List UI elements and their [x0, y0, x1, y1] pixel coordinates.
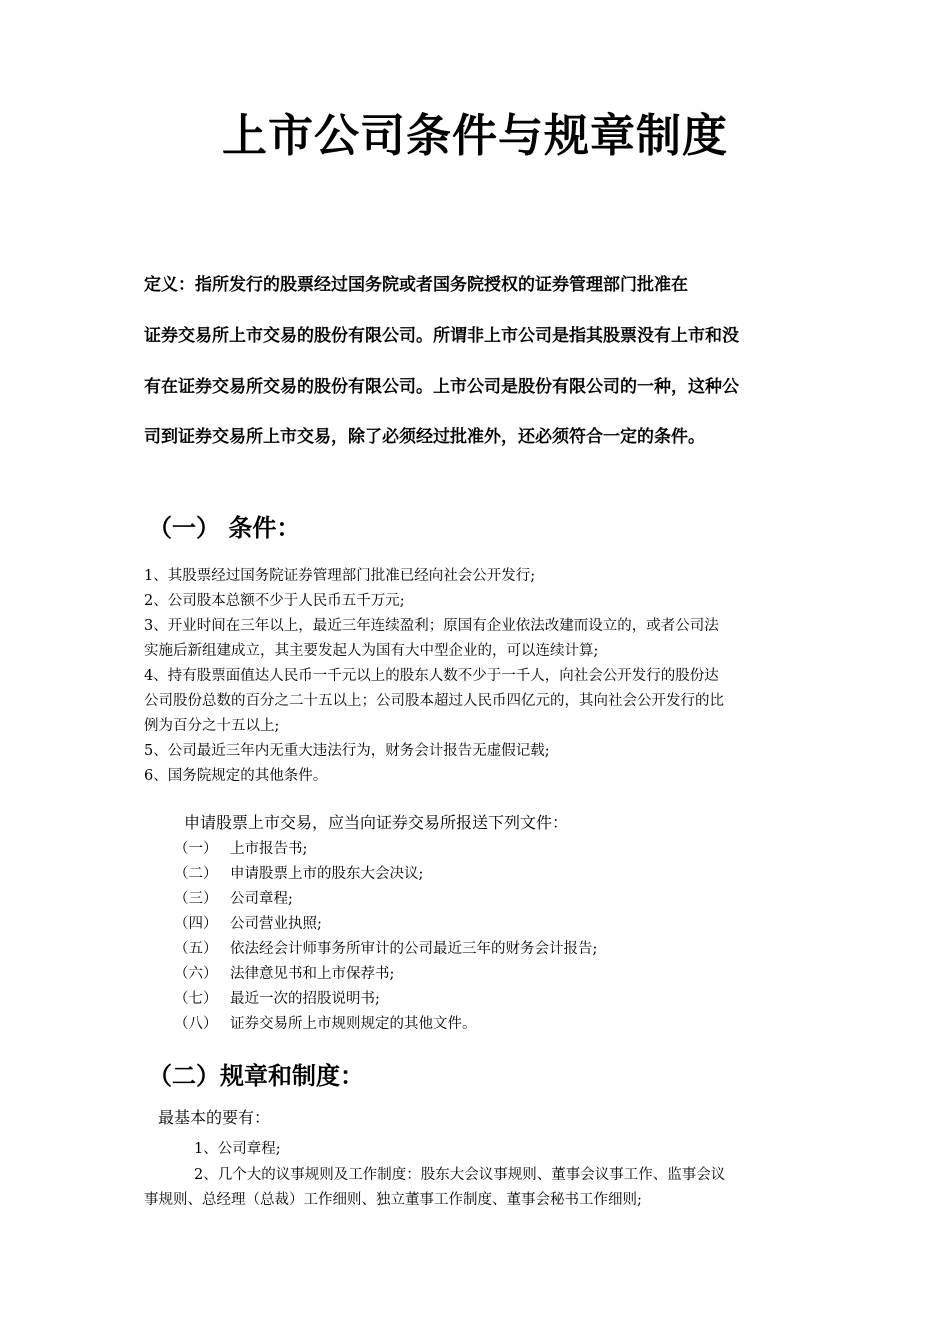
- definition-line-1: 定义：指所发行的股票经过国务院或者国务院授权的证券管理部门批准在: [144, 275, 688, 295]
- document-text: 法律意见书和上市保荐书;: [230, 966, 395, 982]
- condition-line: 1、其股票经过国务院证券管理部门批准已经向社会公开发行;: [144, 568, 536, 584]
- section-2-heading: （二）规章和制度：: [148, 1062, 364, 1090]
- document-number: （七）: [174, 991, 218, 1007]
- condition-line: 4、持有股票面值达人民币一千元以上的股东人数不少于一千人，向社会公开发行的股份达: [144, 668, 719, 684]
- document-text: 公司章程;: [230, 891, 293, 907]
- condition-line: 实施后新组建成立，其主要发起人为国有大中型企业的，可以连续计算;: [144, 643, 599, 659]
- document-text: 最近一次的招股说明书;: [230, 991, 380, 1007]
- definition-line-3: 有在证券交易所交易的股份有限公司。上市公司是股份有限公司的一种，这种公: [144, 377, 739, 397]
- rule-line: 事规则、总经理（总裁）工作细则、独立董事工作制度、董事会秘书工作细则;: [144, 1192, 642, 1208]
- document-text: 申请股票上市的股东大会决议;: [230, 866, 424, 882]
- condition-line: 例为百分之十五以上;: [144, 718, 280, 734]
- document-item: [174, 937, 597, 961]
- document-number: （五）: [174, 941, 218, 957]
- section-1-heading: （一） 条件：: [148, 514, 301, 542]
- document-number: （二）: [174, 866, 218, 882]
- document-item: [174, 1012, 477, 1036]
- document-number: （六）: [174, 966, 218, 982]
- document-item: [174, 837, 307, 861]
- definition-line-2: 证券交易所上市交易的股份有限公司。所谓非上市公司是指其股票没有上市和没: [144, 326, 739, 346]
- document-text: 证券交易所上市规则规定的其他文件。: [230, 1016, 477, 1032]
- document-number: （四）: [174, 916, 218, 932]
- documents-intro: 申请股票上市交易，应当向证券交易所报送下列文件：: [184, 813, 569, 832]
- condition-line: 6、国务院规定的其他条件。: [144, 768, 328, 784]
- document-text: 依法经会计师事务所审计的公司最近三年的财务会计报告;: [230, 941, 598, 957]
- document-item: [174, 912, 322, 936]
- rules-basic-intro: 最基本的要有：: [158, 1108, 271, 1127]
- document-text: 上市报告书;: [230, 841, 308, 857]
- condition-line: 5、公司最近三年内无重大违法行为，财务会计报告无虚假记载;: [144, 743, 550, 759]
- document-number: （三）: [174, 891, 218, 907]
- rule-line: 1、公司章程;: [194, 1141, 281, 1157]
- condition-line: 公司股份总数的百分之二十五以上；公司股本超过人民币四亿元的，其向社会公开发行的比: [144, 693, 724, 709]
- document-item: [174, 887, 293, 911]
- document-number: （一）: [174, 841, 218, 857]
- document-item: [174, 987, 380, 1011]
- document-number: （八）: [174, 1016, 218, 1032]
- document-text: 公司营业执照;: [230, 916, 322, 932]
- condition-line: 3、开业时间在三年以上，最近三年连续盈利；原国有企业依法改建而设立的，或者公司法: [144, 618, 719, 634]
- document-title: 上市公司条件与规章制度: [221, 109, 728, 162]
- rule-line: 2、几个大的议事规则及工作制度：股东大会议事规则、董事会议事工作、监事会议: [194, 1167, 726, 1183]
- condition-line: 2、公司股本总额不少于人民币五千万元;: [144, 593, 405, 609]
- definition-line-4: 司到证券交易所上市交易，除了必须经过批准外，还必须符合一定的条件。: [144, 427, 705, 447]
- document-item: [174, 962, 394, 986]
- document-item: [174, 862, 423, 886]
